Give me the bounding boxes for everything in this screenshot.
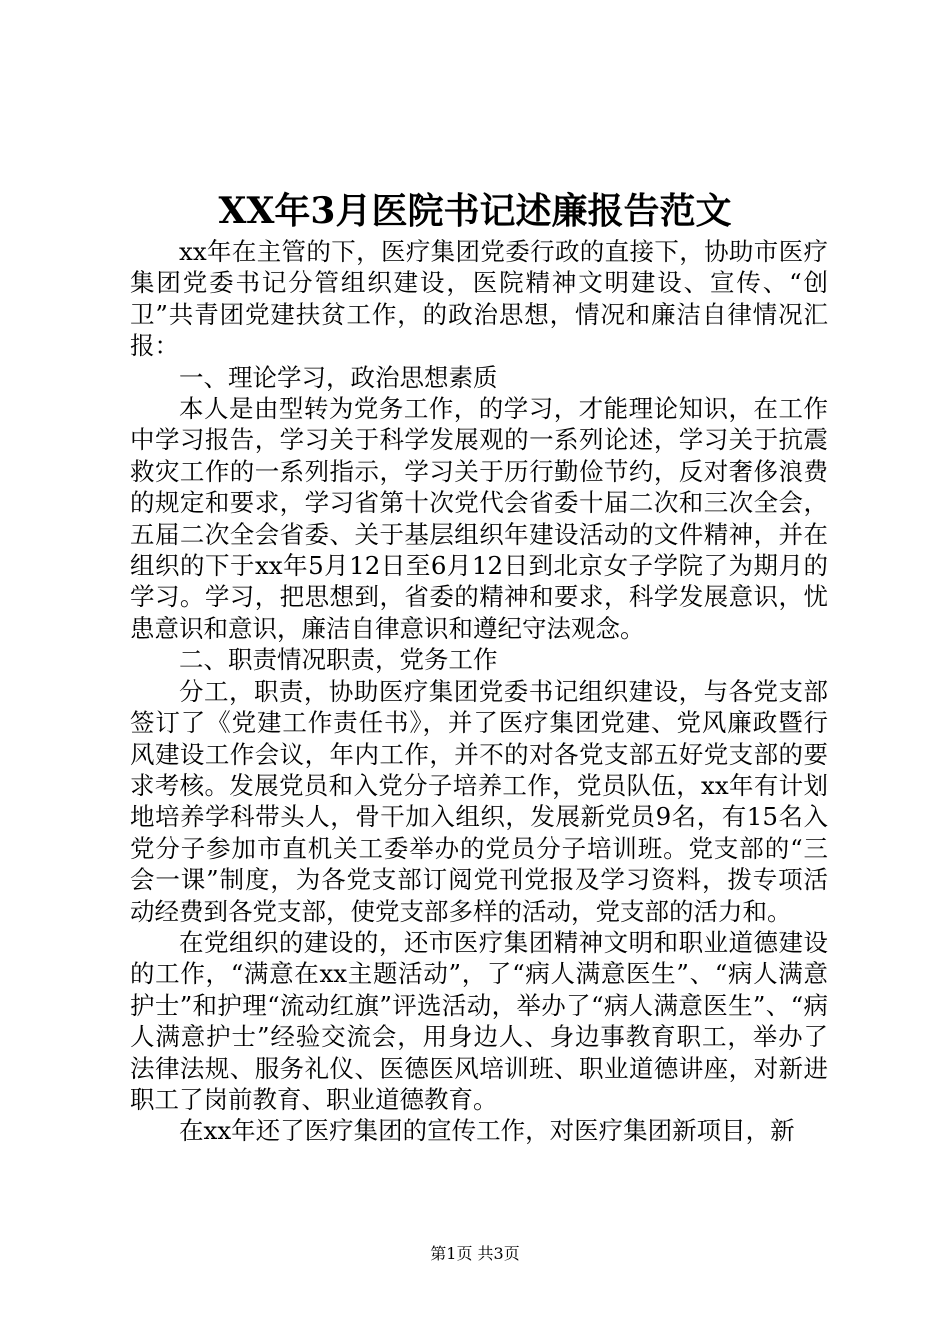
- document-title: XX年3月医院书记述廉报告范文: [218, 190, 732, 232]
- section-heading: 二、职责情况职责，党务工作: [179, 645, 498, 675]
- body-paragraph: 在xx年还了医疗集团的宣传工作，对医疗集团新项目，新: [179, 1116, 795, 1146]
- body-paragraph: xx年在主管的下，医疗集团党委行政的直接下，协助市医疗集团党委书记分管组织建设，医院精神文明建设、宣传、“创卫”共青团党建扶贫工作，的政治思想，情况和廉洁自律情况汇报：: [130, 237, 828, 361]
- body-paragraph: 本人是由型转为党务工作，的学习，才能理论知识，在工作中学习报告，学习关于科学发展观的一系列论述，学习关于抗震救灾工作的一系列指示，学习关于历行勤俭节约，反对奢侈浪费的规定和要求，学习省第十次党代会省委十届二次和三次全会，五届二次全会省委、关于基层组织年建设活动的文件精神，并在组织的下于xx年5月12日至6月12日到北京女子学院了为期月的学习。学习，把思想到，省委的精神和要求，科学发展意识，忧患意识和意识，廉洁自律意识和遵纪守法观念。: [130, 394, 828, 643]
- document-body: [130, 236, 828, 1147]
- body-paragraph: 分工，职责，协助医疗集团党委书记组织建设，与各党支部签订了《党建工作责任书》，并了医疗集团党建、党风廉政暨行风建设工作会议，年内工作，并不的对各党支部五好党支部的要求考核。发展党员和入党分子培养工作，党员队伍，xx年有计划地培养学科带头人，骨干加入组织，发展新党员9名，有15名入党分子参加市直机关工委举办的党员分子培训班。党支部的“三会一课”制度，为各党支部订阅党刊党报及学习资料，拨专项活动经费到各党支部，使党支部多样的活动，党支部的活力和。: [130, 676, 828, 926]
- body-paragraph: 在党组织的建设的，还市医疗集团精神文明和职业道德建设的工作，“满意在xx主题活动”，了“病人满意医生”、“病人满意护士”和护理“流动红旗”评选活动，举办了“病人满意医生”、“病人满意护士”经验交流会，用身边人、身边事教育职工，举办了法律法规、服务礼仪、医德医风培训班、职业道德讲座，对新进职工了岗前教育、职业道德教育。: [130, 927, 828, 1114]
- page-footer: 第1页 共3页: [430, 1244, 520, 1263]
- section-heading: 一、理论学习，政治思想素质: [179, 362, 498, 392]
